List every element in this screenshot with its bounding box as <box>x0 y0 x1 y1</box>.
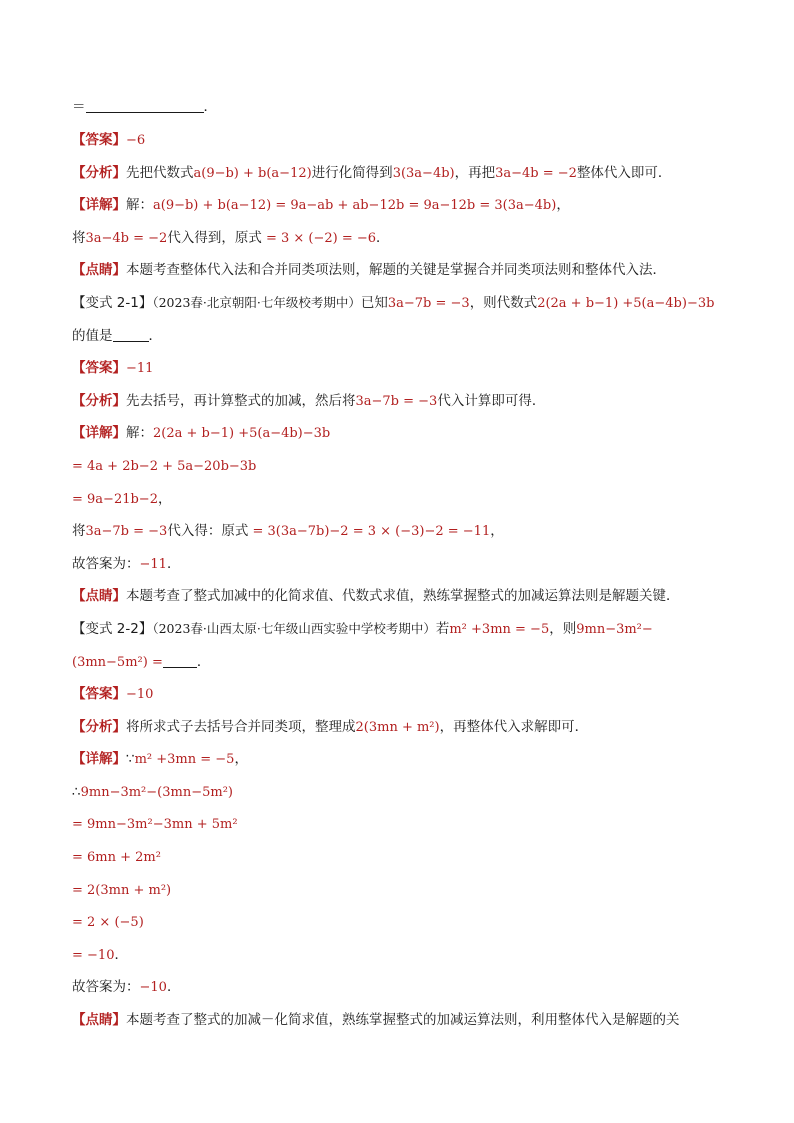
math-expression: a(9−b) + b(a−12) = 9a−ab + ab−12b = 9a−12b = 3(3a−4b) <box>153 198 557 214</box>
text-line <box>72 678 722 711</box>
body-text: 本题考查了整式加减中的化简求值、代数式求值，熟练掌握整式的加减运算法则是解题关键． <box>126 588 680 605</box>
math-expression: 3a−4b = −2 <box>85 230 168 246</box>
math-expression: = 6mn + 2m² <box>72 850 161 866</box>
math-expression: 3a−7b = −3 <box>355 393 438 409</box>
section-tag: 【详解】 <box>72 425 126 442</box>
math-expression: = 9mn−3m²−3mn + 5m² <box>72 817 238 833</box>
math-expression: 9mn−3m²− <box>576 621 653 637</box>
text-line <box>72 776 722 809</box>
text-line <box>72 711 722 744</box>
math-expression: 2(3mn + m²) <box>355 719 440 735</box>
math-expression: = 2(3mn + m²) <box>72 882 172 898</box>
text-line <box>72 124 722 157</box>
body-text: ，则 <box>549 620 577 637</box>
body-text: 【变式 2-2】 <box>72 620 153 637</box>
text-line <box>72 906 722 939</box>
math-expression: = −10 <box>72 947 115 963</box>
section-tag: 【点睛】 <box>72 262 126 279</box>
math-expression: m² +3mn = −5 <box>449 621 550 637</box>
section-tag: 【答案】 <box>72 132 126 148</box>
math-expression: 3a−7b = −3 <box>85 524 168 540</box>
text-line <box>72 841 722 874</box>
body-text: 代入得：原式 <box>167 523 249 540</box>
section-tag: 【点睛】 <box>72 588 126 605</box>
body-text: 的值是 <box>72 327 113 344</box>
math-expression: −11 <box>139 556 167 572</box>
section-tag: 【分析】 <box>72 718 126 735</box>
text-line <box>72 548 722 581</box>
text-line <box>72 580 722 613</box>
source-note: （2023春·北京朝阳·七年级校考期中） <box>152 294 361 310</box>
text-line <box>72 971 722 1004</box>
text-line <box>72 450 722 483</box>
math-expression: 3a−7b = −3 <box>387 295 470 311</box>
math-expression: −11 <box>126 361 154 377</box>
math-expression: m² +3mn = −5 <box>134 752 235 768</box>
text-line <box>72 613 722 646</box>
body-text: 已知 <box>360 294 388 311</box>
text-line <box>72 96 722 124</box>
text-line <box>72 939 722 972</box>
math-expression: = 4a + 2b−2 + 5a−20b−3b <box>72 458 257 474</box>
math-expression: 2(2a + b−1) +5(a−4b)−3b <box>537 295 715 311</box>
body-text: ． <box>166 979 181 996</box>
body-text: ，再整体代入求解即可． <box>439 718 589 735</box>
body-text: 【变式 2-1】 <box>72 294 153 311</box>
body-text: ，再把 <box>454 164 496 181</box>
text-line <box>72 515 722 548</box>
text-line <box>72 417 722 450</box>
text-line <box>72 646 722 679</box>
math-expression: = 3 × (−2) = −6 <box>261 230 377 246</box>
body-text: ． <box>196 653 211 670</box>
math-expression: = 3(3a−7b)−2 = 3 × (−3)−2 = −11 <box>248 524 491 540</box>
body-text: ． <box>148 327 162 344</box>
math-expression: 3a−4b = −2 <box>495 165 577 181</box>
section-tag: 【答案】 <box>72 686 126 703</box>
body-text: ． <box>114 946 128 963</box>
body-text: 本题考查了整式的加减－化简求值，熟练掌握整式的加减运算法则，利用整体代入是解题的关 <box>126 1012 680 1029</box>
text-line <box>72 157 722 190</box>
math-expression: a(9−b) + b(a−12) <box>193 165 312 181</box>
text-line <box>72 743 722 776</box>
body-text: 整体代入即可． <box>576 164 672 181</box>
math-expression: = 2 × (−5) <box>72 915 144 931</box>
body-text: ． <box>203 99 217 115</box>
body-text: ， <box>234 751 248 768</box>
math-expression: = 9a−21b−2 <box>72 491 158 507</box>
math-expression: 2(2a + b−1) +5(a−4b)−3b <box>153 426 331 442</box>
body-text: 将 <box>72 229 86 246</box>
text-line <box>72 808 722 841</box>
body-text: 解： <box>126 197 153 214</box>
body-text: 代入得到，原式 <box>167 229 262 246</box>
body-text: ，则代数式 <box>469 294 538 311</box>
body-text: ， <box>157 490 172 507</box>
text-line <box>72 320 722 353</box>
body-text: 解： <box>126 425 153 442</box>
body-text: 将所求式子去括号合并同类项，整理成 <box>126 718 356 735</box>
answer-blank <box>163 653 197 668</box>
body-text: 进行化简得到 <box>311 164 393 181</box>
body-text: 将 <box>72 523 86 540</box>
text-line <box>72 483 722 516</box>
body-text: ∴ <box>72 783 81 800</box>
section-tag: 【答案】 <box>72 360 126 377</box>
source-note: （2023春·山西太原·七年级山西实验中学校考期中） <box>152 620 436 636</box>
body-text: 先去括号，再计算整式的加减，然后将 <box>126 392 356 409</box>
math-expression: −10 <box>126 687 154 703</box>
body-text: ， <box>556 197 570 214</box>
text-line <box>72 385 722 418</box>
text-line <box>72 1004 722 1037</box>
document-body <box>72 96 722 1037</box>
section-tag: 【详解】 <box>72 197 126 214</box>
body-text: ∵ <box>126 751 135 768</box>
body-text: 先把代数式 <box>126 164 194 181</box>
section-tag: 【分析】 <box>72 392 126 409</box>
text-line <box>72 287 722 320</box>
section-tag: 【点睛】 <box>72 1012 126 1029</box>
math-expression: (3mn−5m²) = <box>72 654 163 670</box>
text-line <box>72 189 722 222</box>
body-text: 本题考查整体代入法和合并同类项法则，解题的关键是掌握合并同类项法则和整体代入法． <box>126 262 666 279</box>
text-line <box>72 222 722 255</box>
text-line <box>72 352 722 385</box>
body-text: ． <box>166 555 181 572</box>
math-expression: −6 <box>126 133 146 148</box>
body-text: 若 <box>435 620 450 637</box>
body-text: 故答案为： <box>72 979 140 996</box>
answer-blank <box>113 327 149 342</box>
body-text: 故答案为： <box>72 555 140 572</box>
math-expression: −10 <box>139 980 167 996</box>
body-text: 代入计算即可得． <box>437 392 546 409</box>
text-line <box>72 254 722 287</box>
text-line <box>72 874 722 907</box>
math-expression: 3(3a−4b) <box>392 165 455 181</box>
body-text: ＝ <box>72 99 86 115</box>
section-tag: 【分析】 <box>72 164 126 181</box>
math-expression: 9mn−3m²−(3mn−5m²) <box>80 784 233 800</box>
body-text: ， <box>490 523 504 540</box>
body-text: ． <box>376 229 390 246</box>
section-tag: 【详解】 <box>72 751 126 768</box>
answer-blank <box>86 98 204 113</box>
